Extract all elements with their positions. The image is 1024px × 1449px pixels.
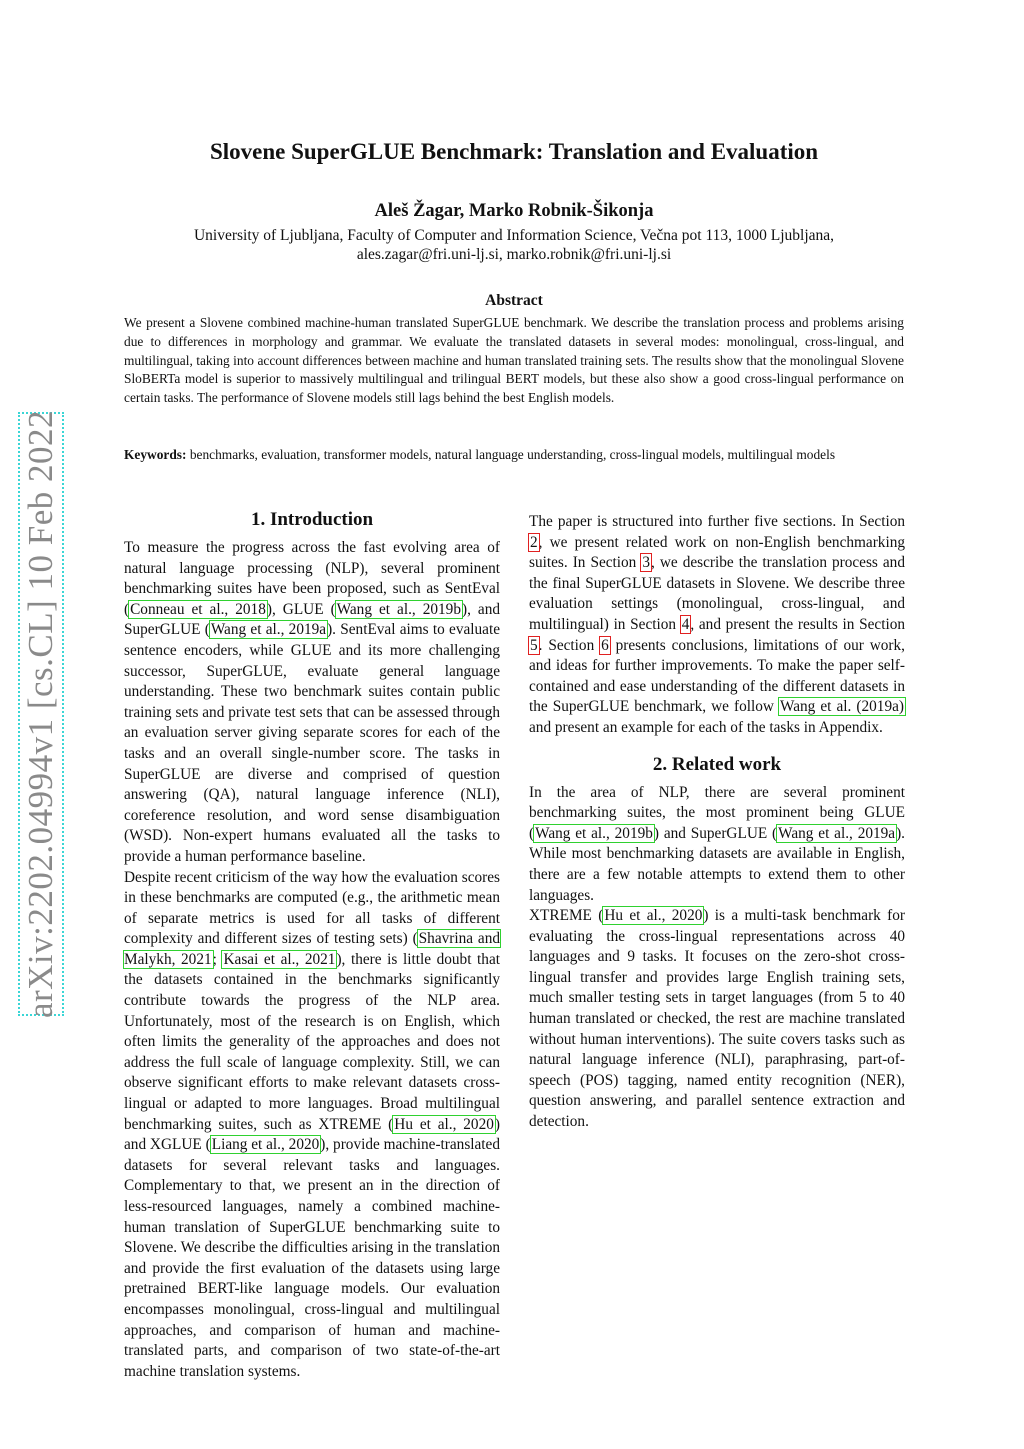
citation-link[interactable]: Shavrina and Malykh, 2021 xyxy=(124,930,500,968)
intro-paragraph-3 xyxy=(529,512,905,739)
text-run: ) and SuperGLUE ( xyxy=(653,824,778,842)
author-emails: ales.zagar@fri.uni-lj.si, marko.robnik@fri.uni-lj.si xyxy=(356,246,672,263)
intro-paragraph-1 xyxy=(124,538,500,868)
text-run: ; xyxy=(212,950,223,968)
text-run: presents conclusions, limitations of our work, and ideas for further improvements. To make the paper self-contained and ease understanding of the different datasets in the SuperGLUE benchmark, we follow xyxy=(529,636,905,716)
text-run: XTREME ( xyxy=(529,907,604,925)
section-ref-link[interactable]: 6 xyxy=(601,636,609,654)
section-ref-link[interactable]: 5 xyxy=(530,636,538,654)
paper-title: Slovene SuperGLUE Benchmark: Translation and Evaluation xyxy=(209,139,819,164)
text-run: ) and XGLUE ( xyxy=(124,1115,500,1154)
text-run: , and present the results in Section xyxy=(690,615,905,633)
text-run: , we present related work on non-English benchmarking suites. In Section xyxy=(529,533,905,572)
related-paragraph-2 xyxy=(529,906,905,1133)
arxiv-identifier: arXiv:2202.04994v1 [cs.CL] 10 Feb 2022 xyxy=(21,409,61,1019)
citation-link[interactable]: Hu et al., 2020 xyxy=(394,1115,494,1133)
text-run: . Section xyxy=(538,636,601,654)
citation-link[interactable]: Conneau et al., 2018 xyxy=(130,600,266,618)
citation-link[interactable]: Kasai et al., 2021 xyxy=(223,950,336,968)
citation-link[interactable]: Hu et al., 2020 xyxy=(604,907,703,925)
text-run: ), there is little doubt that the datasets contained in the benchmarks significantly contribute towards the progress of the NLP area. Unfortunately, most of the research is on English, which often limits the generality of the approaches and does not address the full scale of language complexity. Still, we can observe significant efforts to make relevant datasets cross-lingual or adapted to more languages. Broad multilingual benchmarking suites, such as XTREME ( xyxy=(124,950,500,1133)
text-run: ). SentEval aims to evaluate sentence encoders, while GLUE and its more challenging successor, SuperGLUE, evaluate general language understanding. These two benchmark suites contain public training sets and private test sets that can be assessed through an evaluation server giving separate scores for each of the tasks and an overall single-number score. The tasks in SuperGLUE are diverse and comprised of question answering (QA), natural language inference (NLI), coreference resolution, and word sense disambiguation (WSD). Non-expert humans evaluated all the tasks to provide a human performance baseline. xyxy=(124,621,501,865)
text-run: ), provide machine-translated datasets for several relevant tasks and languages. Complementary to that, we present an in the direction of less-resourced languages, namely a combined machine-human translation of SuperGLUE benchmarking suite to Slovene. We describe the difficulties arising in the translation and provide the first evaluation of the datasets using large pretrained BERT-like language models. Our evaluation encompasses monolingual, cross-lingual and multilingual approaches, and comparison of human and machine-translated parts, and comparison of two state-of-the-art machine translation systems. xyxy=(124,1136,500,1380)
intro-paragraph-2 xyxy=(124,868,500,1383)
left-column xyxy=(124,508,500,1382)
keywords-label: Keywords: xyxy=(124,447,187,462)
related-paragraph-1 xyxy=(529,783,905,907)
citation-link[interactable]: Wang et al., 2019b xyxy=(336,600,461,618)
text-run: , we describe the translation process and the final SuperGLUE datasets in Slovene. We describe three evaluation settings (monolingual, cross-lingual, and multilingual) in Section xyxy=(529,554,905,633)
affiliation-line: University of Ljubljana, Faculty of Computer and Information Science, Večna pot 113, 1000 Ljubljana, xyxy=(193,227,835,244)
keywords xyxy=(124,446,904,465)
citation-link[interactable]: Wang et al. (2019a) xyxy=(780,698,904,716)
text-run: ). While most benchmarking datasets are available in English, there are a few notable attempts to extend them to other languages. xyxy=(529,824,905,904)
text-run: ) is a multi-task benchmark for evaluating the cross-lingual representations across 40 languages and 9 tasks. It focuses on the zero-shot cross-lingual transfer and provides large English training sets, much smaller testing sets in target languages (from 5 to 40 human translated or checked, the rest are machine translated without human interventions). The suite covers tasks such as natural language inference (NLI), paraphrasing, part-of-speech (POS) tagging, named entity recognition (NER), question answering, and parallel sentence extraction and detection. xyxy=(529,907,905,1131)
section-ref-link[interactable]: 2 xyxy=(530,533,538,551)
section-heading-related-work: 2. Related work xyxy=(652,753,782,775)
section-heading-introduction: 1. Introduction xyxy=(250,509,374,530)
citation-link[interactable]: Wang et al., 2019a xyxy=(778,824,896,842)
citation-link[interactable]: Liang et al., 2020 xyxy=(211,1136,320,1154)
right-column xyxy=(529,512,905,1133)
abstract-text: We present a Slovene combined machine-human translated SuperGLUE benchmark. We describe the translation process and problems arising due to differences in morphology and grammar. We evaluate the translated datasets in several modes: monolingual, cross-lingual, and multilingual, taking into account differences between machine and human translated training sets. The results show that the monolingual Slovene SloBERTa model is superior to massively multilingual and trilingual BERT models, but these also show a good cross-lingual performance on certain tasks. The performance of Slovene models still lags behind the best English models. xyxy=(124,315,904,406)
keywords-list: benchmarks, evaluation, transformer models, natural language understanding, cross-lingual models, multilingual models xyxy=(186,447,836,462)
section-ref-link[interactable]: 4 xyxy=(681,615,690,633)
text-run: ), GLUE ( xyxy=(266,600,336,618)
section-ref-link[interactable]: 3 xyxy=(642,554,651,572)
affiliation xyxy=(124,226,904,264)
author-list: Aleš Žagar, Marko Robnik-Šikonja xyxy=(374,201,654,221)
text-run: In the area of NLP, there are several prominent benchmarking suites, the most prominent being GLUE ( xyxy=(529,783,905,842)
text-run: The paper is structured into further five sections. In Section xyxy=(529,513,905,530)
arxiv-side-stamp[interactable] xyxy=(18,409,64,1019)
text-run: ), and SuperGLUE ( xyxy=(124,600,500,639)
text-run: and present an example for each of the tasks in Appendix. xyxy=(529,718,883,736)
text-run: To measure the progress across the fast evolving area of natural language processing (NLP), several prominent benchmarking suites have been proposed, such as SentEval ( xyxy=(124,539,500,618)
citation-link[interactable]: Wang et al., 2019b xyxy=(535,824,653,842)
citation-link[interactable]: Wang et al., 2019a xyxy=(210,621,327,639)
abstract-heading: Abstract xyxy=(485,292,543,309)
text-run: Despite recent criticism of the way how the evaluation scores in these benchmarks are computed (e.g., the arithmetic mean of separate metrics is used for all tasks of different complexity and different sizes of testing sets) ( xyxy=(124,868,500,948)
